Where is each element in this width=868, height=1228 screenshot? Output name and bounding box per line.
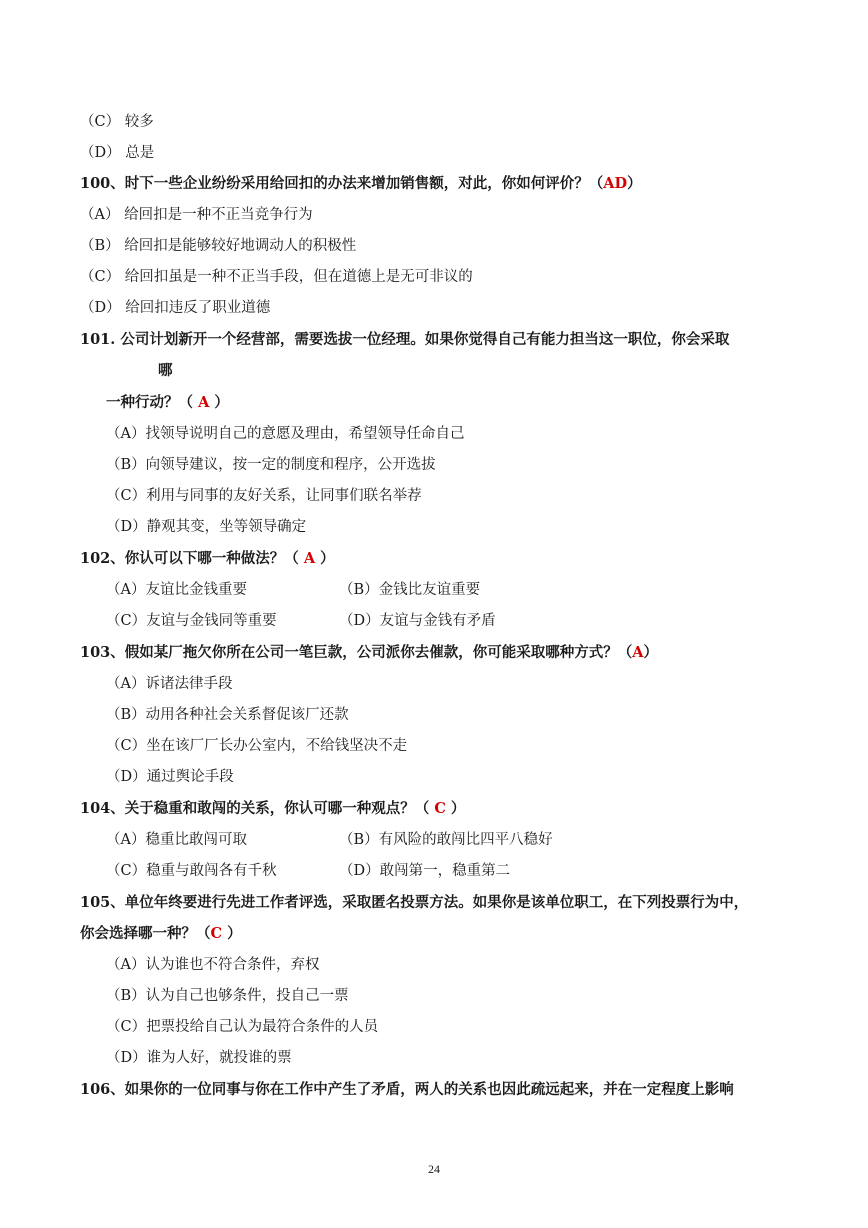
answer-key: C <box>210 925 223 942</box>
question-101-cont: 一种行动？（ A ） <box>106 394 229 411</box>
option-c: （C）稳重与敢闯各有千秋 <box>106 863 277 879</box>
option-d: （D）友谊与金钱有矛盾 <box>339 613 496 629</box>
option-c: （C）友谊与金钱同等重要 <box>106 613 277 629</box>
question-102: 102、你认可以下哪一种做法？（ A ） <box>80 550 335 567</box>
option-a: （A）友谊比金钱重要 <box>106 582 247 598</box>
option-b: （B）有风险的敢闯比四平八稳好 <box>339 832 553 848</box>
option-c: （C）利用与同事的友好关系，让同事们联名举荐 <box>106 488 422 504</box>
question-101: 101. 公司计划新开一个经营部，需要选拔一位经理。如果你觉得自己有能力担当这一职位，你会采取 <box>80 331 730 348</box>
option-c: （C）把票投给自己认为最符合条件的人员 <box>106 1019 379 1035</box>
option-b: （B）认为自己也够条件，投自己一票 <box>106 988 349 1004</box>
question-100: 100、时下一些企业纷纷采用给回扣的办法来增加销售额，对此，你如何评价？（AD） <box>80 175 642 192</box>
option-a: （A）诉诸法律手段 <box>106 676 233 692</box>
option-c: （C） 给回扣虽是一种不正当手段，但在道德上是无可非议的 <box>80 269 473 285</box>
option-b: （B）动用各种社会关系督促该厂还款 <box>106 707 349 723</box>
answer-key: A <box>632 644 644 661</box>
option-a: （A）稳重比敢闯可取 <box>106 832 247 848</box>
option-b: （B） 给回扣是能够较好地调动人的积极性 <box>80 238 357 254</box>
option-d: （D）敢闯第一，稳重第二 <box>339 863 511 879</box>
option-d: （D）静观其变，坐等领导确定 <box>106 519 307 535</box>
answer-key: A <box>198 394 210 411</box>
option-b: （B）向领导建议，按一定的制度和程序，公开选拔 <box>106 457 436 473</box>
option-d: （D） 给回扣违反了职业道德 <box>80 300 271 316</box>
answer-key: A <box>303 550 316 567</box>
question-101-wrap: 哪 <box>158 362 173 379</box>
option-d: （D）谁为人好，就投谁的票 <box>106 1050 292 1066</box>
option-c: （C） 较多 <box>80 114 154 130</box>
question-106: 106、如果你的一位同事与你在工作中产生了矛盾，两人的关系也因此疏远起来，并在一定程度上影响 <box>80 1081 734 1098</box>
answer-key: C <box>434 800 446 817</box>
option-a: （A）认为谁也不符合条件，弃权 <box>106 957 320 973</box>
option-d: （D）通过舆论手段 <box>106 769 234 785</box>
question-104: 104、关于稳重和敢闯的关系，你认可哪一种观点？（ C ） <box>80 800 466 817</box>
answer-key: AD <box>603 175 628 192</box>
question-103: 103、假如某厂拖欠你所在公司一笔巨款，公司派你去催款，你可能采取哪种方式？（A） <box>80 644 659 661</box>
option-a: （A） 给回扣是一种不正当竞争行为 <box>80 207 313 223</box>
option-c: （C）坐在该厂厂长办公室内，不给钱坚决不走 <box>106 738 408 754</box>
question-105: 105、单位年终要进行先进工作者评选，采取匿名投票方法。如果你是该单位职工，在下列投票行为中， <box>80 894 749 911</box>
option-b: （B）金钱比友谊重要 <box>339 582 481 598</box>
question-105-cont: 你会选择哪一种？（C ） <box>80 925 242 942</box>
option-a: （A）找领导说明自己的意愿及理由，希望领导任命自己 <box>106 426 465 442</box>
page-number: 24 <box>428 1162 440 1176</box>
option-d: （D） 总是 <box>80 145 155 161</box>
